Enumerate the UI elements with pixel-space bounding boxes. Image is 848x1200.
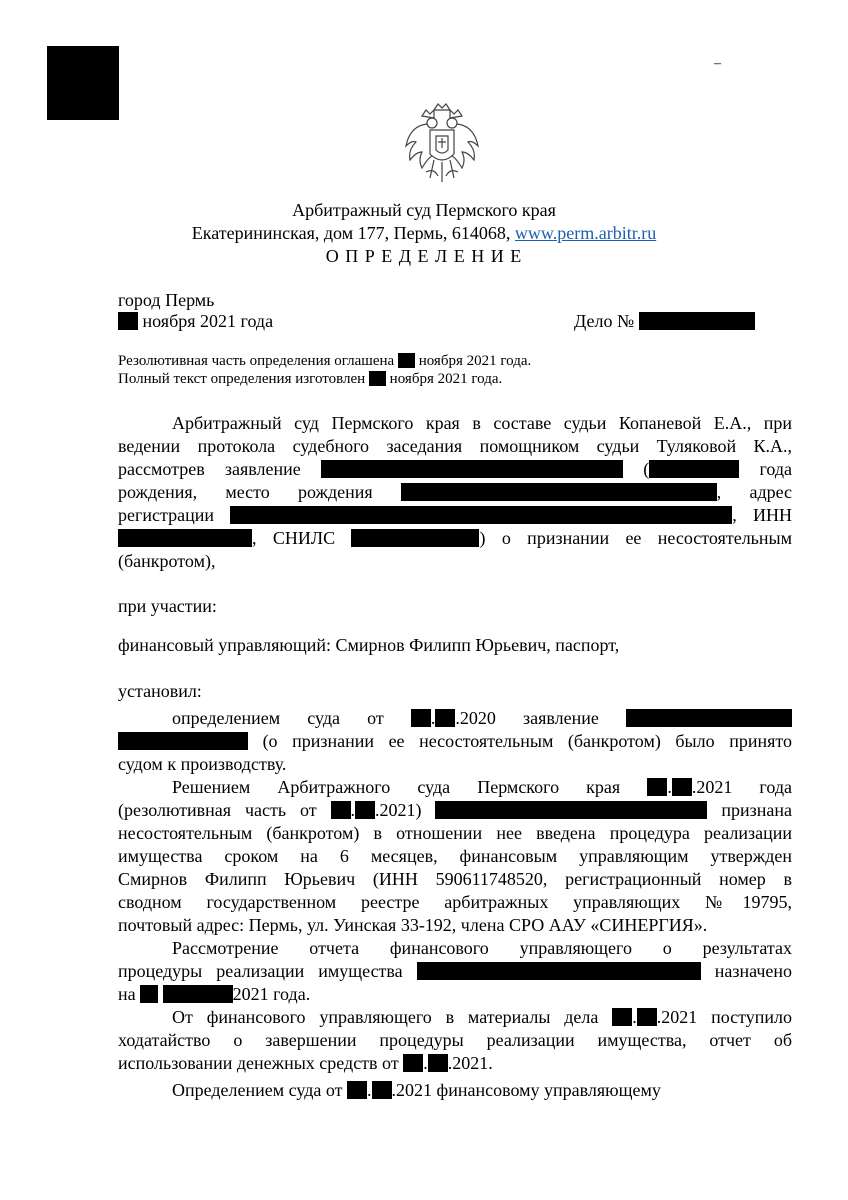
intro-text-5b: , ИНН <box>230 505 792 525</box>
para2-line-4 <box>118 845 792 867</box>
participation-label <box>118 595 792 617</box>
intro-line-5 <box>118 504 792 526</box>
redacted-applicant-name <box>321 460 623 478</box>
resolution-date: ноября 2021 года. <box>414 353 532 369</box>
court-name: Арбитражный суд Пермского края <box>292 200 556 220</box>
p4-date: . .2021 поступило <box>612 1007 792 1027</box>
intro-text-1: Арбитражный суд Пермского края в составе судьи Копаневой Е.А., при <box>172 413 792 433</box>
p5-text-a: Определением суда от <box>172 1080 343 1100</box>
p4-text-e: использовании денежных средств от <box>118 1053 399 1073</box>
redacted-resolution-day <box>398 353 415 368</box>
redacted-p1-day <box>411 709 431 727</box>
para2-line-7 <box>118 914 792 936</box>
participation-text: при участии: <box>118 596 217 616</box>
p1-text-e: судом к производству. <box>118 754 287 774</box>
p5-text-c: .2021 финансовому управляющему <box>391 1080 661 1100</box>
intro-text-3b: ( <box>643 459 739 479</box>
p1-date: . .2020 заявление <box>411 708 599 728</box>
p3-text-c: назначено <box>714 961 793 981</box>
intro-line-7 <box>118 550 792 572</box>
p4-text-f: . <box>423 1053 428 1073</box>
coat-of-arms-emblem <box>400 96 484 186</box>
para2-line-6 <box>118 891 792 913</box>
redacted-snils <box>351 529 479 547</box>
redacted-p3-month <box>163 985 233 1003</box>
intro-text-6a: , СНИЛС <box>118 528 335 548</box>
para2-line-2 <box>118 799 792 821</box>
redacted-p1-applicant-cont <box>118 732 248 750</box>
redacted-p2-month-2 <box>355 801 375 819</box>
para2-line-5 <box>118 868 792 890</box>
resolution-announced-line <box>118 352 792 370</box>
intro-line-2 <box>118 435 792 457</box>
intro-text-5a: регистрации <box>118 505 214 525</box>
intro-text-4e: адрес <box>749 482 793 502</box>
p2-text-l: почтовый адрес: Пермь, ул. Уинская 33-192, члена СРО ААУ «СИНЕРГИЯ». <box>118 915 708 935</box>
case-number-line <box>574 310 755 332</box>
intro-line-3 <box>118 458 792 480</box>
intro-text-3a: рассмотрев заявление <box>118 459 301 479</box>
redacted-registration-address <box>230 506 732 524</box>
p4-text-a: От финансового управляющего в материалы дела <box>172 1007 599 1027</box>
case-label: Дело № <box>574 311 639 331</box>
redacted-p4-month <box>637 1008 657 1026</box>
p2-date: . .2021 года <box>647 777 792 797</box>
full-text-line <box>118 370 792 388</box>
p5-text-b: . <box>367 1080 372 1100</box>
p2-text-d: (резолютивная часть от <box>118 800 317 820</box>
redacted-p1-month <box>435 709 455 727</box>
established-label <box>118 680 792 702</box>
resolution-label: Резолютивная часть определения оглашена <box>118 353 398 369</box>
p3-text-d: на <box>118 984 136 1004</box>
financial-manager-line <box>118 634 792 656</box>
full-text-date: ноября 2021 года. <box>385 371 503 387</box>
redacted-full-text-day <box>369 371 386 386</box>
redacted-birth-date <box>649 460 739 478</box>
full-text-label: Полный текст определения изготовлен <box>118 371 369 387</box>
p3-text-b: процедуры реализации имущества <box>118 961 403 981</box>
para3-line-1 <box>172 937 792 959</box>
address-text: Екатерининская, дом 177, Пермь, 614068, <box>191 223 515 243</box>
para3-line-2 <box>118 960 792 982</box>
city-line <box>118 289 792 311</box>
city: город Пермь <box>118 290 215 310</box>
redacted-day <box>118 312 138 330</box>
redacted-p5-day <box>347 1081 367 1099</box>
p2-text-k: сводном государственном реестре арбитражных управляющих №19795, <box>118 892 792 912</box>
redacted-p2-month <box>672 778 692 796</box>
document-type-title: О П Р Е Д Е Л Е Н И Е <box>325 246 523 266</box>
corner-dash: – <box>714 56 721 71</box>
p1-text-d: (о признании ее несостоятельным (банкротом) было принято <box>262 731 793 751</box>
redacted-p2-day-2 <box>331 801 351 819</box>
redacted-p3-day <box>140 985 158 1003</box>
established-text: установил: <box>118 681 202 701</box>
redacted-p5-month <box>372 1081 392 1099</box>
court-address <box>0 222 848 244</box>
intro-text-6b: ) о признании ее несостоятельным <box>351 528 792 548</box>
p3-text-e: 2021 года. <box>232 984 311 1004</box>
p4-text-d: ходатайство о завершении процедуры реализации имущества, отчет об <box>118 1030 792 1050</box>
p1-text-a: определением суда от <box>172 708 384 728</box>
intro-text-4c: рождения <box>297 482 373 502</box>
para4-line-2 <box>118 1029 792 1051</box>
redacted-p3-debtor <box>417 962 701 980</box>
para1-line-2 <box>118 730 792 752</box>
p3-text-a: Рассмотрение отчета финансового управляющего о результатах <box>172 938 792 958</box>
redacted-case-number <box>639 312 755 330</box>
p4-text-g: .2021. <box>447 1053 493 1073</box>
intro-line-4 <box>118 481 792 503</box>
redacted-p1-applicant <box>626 709 792 727</box>
para1-line-3 <box>118 753 792 775</box>
intro-text-4d: , <box>401 482 722 502</box>
p2-text-a: Решением Арбитражного суда Пермского края <box>172 777 621 797</box>
redacted-inn <box>118 529 252 547</box>
para4-line-1 <box>172 1006 792 1028</box>
p2-text-h: несостоятельным (банкротом) в отношении нее введена процедура реализации <box>118 823 792 843</box>
redacted-birthplace <box>401 483 717 501</box>
redacted-p2-day <box>647 778 667 796</box>
intro-line-6 <box>118 527 792 549</box>
intro-text-4b: место <box>225 482 270 502</box>
redacted-p4-day <box>612 1008 632 1026</box>
redacted-p2-debtor <box>435 801 707 819</box>
p2-date-2: . .2021) <box>331 800 422 820</box>
intro-line-1 <box>172 412 792 434</box>
website-link[interactable]: www.perm.arbitr.ru <box>514 223 657 243</box>
p2-text-g: признана <box>721 800 793 820</box>
financial-manager-text: финансовый управляющий: Смирнов Филипп Юрьевич, паспорт, <box>118 635 620 655</box>
intro-text-4a: рождения, <box>118 482 198 502</box>
para1-line-1 <box>172 707 792 729</box>
p2-text-i: имущества сроком на 6 месяцев, финансовым управляющим утвержден <box>118 846 792 866</box>
date-text: ноября 2021 года <box>138 311 274 331</box>
intro-text-3c: года <box>759 459 793 479</box>
intro-text-7: (банкротом), <box>118 551 216 571</box>
redaction-block-corner <box>47 46 119 120</box>
p2-text-j: Смирнов Филипп Юрьевич (ИНН 590611748520, регистрационный номер в <box>118 869 792 889</box>
para4-line-3 <box>118 1052 792 1074</box>
para3-line-3 <box>118 983 792 1005</box>
para5-line-1 <box>172 1079 792 1101</box>
para2-line-1 <box>172 776 792 798</box>
redacted-p4-day-2 <box>403 1054 423 1072</box>
intro-text-2: ведении протокола судебного заседания помощником судьи Туляковой К.А., <box>118 436 792 456</box>
para2-line-3 <box>118 822 792 844</box>
redacted-p4-month-2 <box>428 1054 448 1072</box>
